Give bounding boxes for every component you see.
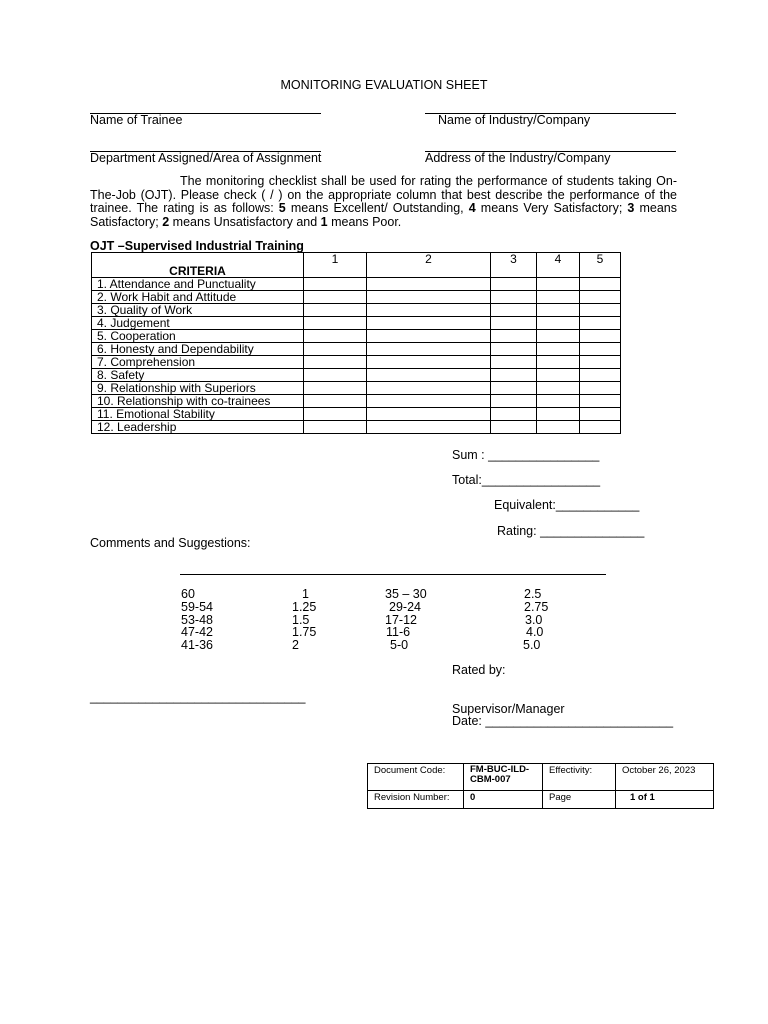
rating-cell[interactable] [491,408,537,421]
column-header-5: 5 [580,253,621,278]
rating-cell[interactable] [491,278,537,291]
rating-cell[interactable] [537,382,580,395]
rating-cell[interactable] [537,317,580,330]
trainee-label: Name of Trainee [90,113,183,127]
rating-cell[interactable] [367,291,491,304]
rating-cell[interactable] [304,278,367,291]
column-header-4: 4 [537,253,580,278]
criterion-label: 5. Cooperation [92,330,304,343]
criteria-header: CRITERIA [92,253,304,278]
sum-field[interactable]: Sum : ________________ [452,448,600,462]
table-row [92,421,621,434]
rating-cell[interactable] [367,369,491,382]
rating-cell[interactable] [367,330,491,343]
rating-cell[interactable] [580,356,621,369]
rating-cell[interactable] [537,421,580,434]
rating-cell[interactable] [491,382,537,395]
rating-cell[interactable] [304,421,367,434]
criterion-label: 1. Attendance and Punctuality [92,278,304,291]
rating-cell[interactable] [304,408,367,421]
table-row [92,382,621,395]
rating-cell[interactable] [537,408,580,421]
rating-cell[interactable] [491,304,537,317]
rating-cell[interactable] [304,395,367,408]
rating-cell[interactable] [580,408,621,421]
effectivity-label: Effectivity: [543,764,616,791]
rating-cell[interactable] [491,369,537,382]
rating-cell[interactable] [580,343,621,356]
document-title: MONITORING EVALUATION SHEET [280,78,488,92]
scale-column-grade: 1 1.25 1.5 1.75 2 [292,587,317,653]
criterion-label: 9. Relationship with Superiors [92,382,304,395]
rating-cell[interactable] [491,395,537,408]
revision-number-label: Revision Number: [368,791,464,809]
rating-cell[interactable] [304,291,367,304]
rating-cell[interactable] [491,356,537,369]
table-row [92,343,621,356]
criteria-table [91,252,621,434]
scale-column-equivalent: 2.5 2.75 3.0 4.0 5.0 [523,587,549,653]
page-value: 1 of 1 [616,791,714,809]
criterion-label: 12. Leadership [92,421,304,434]
rating-cell[interactable] [537,395,580,408]
table-row [92,330,621,343]
rating-cell[interactable] [537,343,580,356]
company-label: Name of Industry/Company [438,113,591,127]
section-title: OJT –Supervised Industrial Training [90,239,304,253]
rating-cell[interactable] [304,304,367,317]
rating-cell[interactable] [304,330,367,343]
rating-cell[interactable] [491,317,537,330]
rating-cell[interactable] [580,278,621,291]
revision-number-value: 0 [464,791,543,809]
rating-cell[interactable] [491,291,537,304]
rating-cell[interactable] [304,343,367,356]
rating-cell[interactable] [580,382,621,395]
criterion-label: 6. Honesty and Dependability [92,343,304,356]
criteria-header-row [92,253,621,278]
signature-line[interactable]: _______________________________ [90,690,306,704]
comments-line[interactable] [180,574,606,575]
column-header-3: 3 [491,253,537,278]
criterion-label: 4. Judgement [92,317,304,330]
rating-cell[interactable] [304,369,367,382]
rating-cell[interactable] [580,330,621,343]
scale-column-points: 60 59-54 53-48 47-42 41-36 [181,587,213,653]
column-header-1: 1 [304,253,367,278]
equivalent-field[interactable]: Equivalent:____________ [494,498,640,512]
criterion-label: 8. Safety [92,369,304,382]
column-header-2: 2 [367,253,491,278]
rating-cell[interactable] [537,330,580,343]
table-row [92,278,621,291]
page-label: Page [543,791,616,809]
date-field[interactable]: Date: ___________________________ [452,714,674,728]
criterion-label: 10. Relationship with co-trainees [92,395,304,408]
criterion-label: 11. Emotional Stability [92,408,304,421]
rating-cell[interactable] [367,278,491,291]
supervisor-label: Supervisor/Manager [452,702,565,716]
effectivity-value: October 26, 2023 [616,764,714,791]
criterion-label: 7. Comprehension [92,356,304,369]
rating-cell[interactable] [537,356,580,369]
table-row [92,291,621,304]
comments-label: Comments and Suggestions: [90,536,251,550]
table-row [92,304,621,317]
rating-cell[interactable] [304,317,367,330]
rating-cell[interactable] [367,408,491,421]
document-info-table [367,763,714,809]
table-row [92,395,621,408]
rating-cell[interactable] [580,291,621,304]
rating-cell[interactable] [367,317,491,330]
rating-cell[interactable] [304,382,367,395]
rating-cell[interactable] [367,343,491,356]
rating-cell[interactable] [580,421,621,434]
rating-cell[interactable] [580,395,621,408]
criterion-label: 2. Work Habit and Attitude [92,291,304,304]
department-label: Department Assigned/Area of Assignment [90,151,322,165]
scale-column-range: 35 – 30 29-24 17-12 11-6 5-0 [385,587,427,653]
rating-field[interactable]: Rating: _______________ [497,524,645,538]
table-row [92,356,621,369]
rating-cell[interactable] [580,304,621,317]
total-field[interactable]: Total:_________________ [452,473,601,487]
rating-cell[interactable] [367,304,491,317]
rating-cell[interactable] [367,356,491,369]
rating-cell[interactable] [367,395,491,408]
rating-cell[interactable] [537,278,580,291]
document-code-value: FM-BUC-ILD-CBM-007 [464,764,543,791]
rating-cell[interactable] [491,330,537,343]
document-code-label: Document Code: [368,764,464,791]
table-row [92,317,621,330]
rating-cell[interactable] [367,382,491,395]
rating-cell[interactable] [537,304,580,317]
rating-cell[interactable] [367,421,491,434]
instructions-paragraph: The monitoring checklist shall be used for rating the performance of students taking On-The-Job (OJT). Please check ( / ) on the appropriate column that best describe the performance of the trainee. The rating is as follows: 5 means Excellent/ Outstanding, 4 means Very Satisfactory; 3 means Satisfactory; 2 means Unsatisfactory and 1 means Poor. [90,174,677,229]
table-row [92,408,621,421]
rating-cell[interactable] [537,369,580,382]
rating-cell[interactable] [304,356,367,369]
address-label: Address of the Industry/Company [425,151,611,165]
rating-cell[interactable] [491,421,537,434]
rating-cell[interactable] [537,291,580,304]
rating-cell[interactable] [580,369,621,382]
table-row [92,369,621,382]
criterion-label: 3. Quality of Work [92,304,304,317]
rated-by-label: Rated by: [452,663,506,677]
rating-cell[interactable] [491,343,537,356]
rating-cell[interactable] [580,317,621,330]
